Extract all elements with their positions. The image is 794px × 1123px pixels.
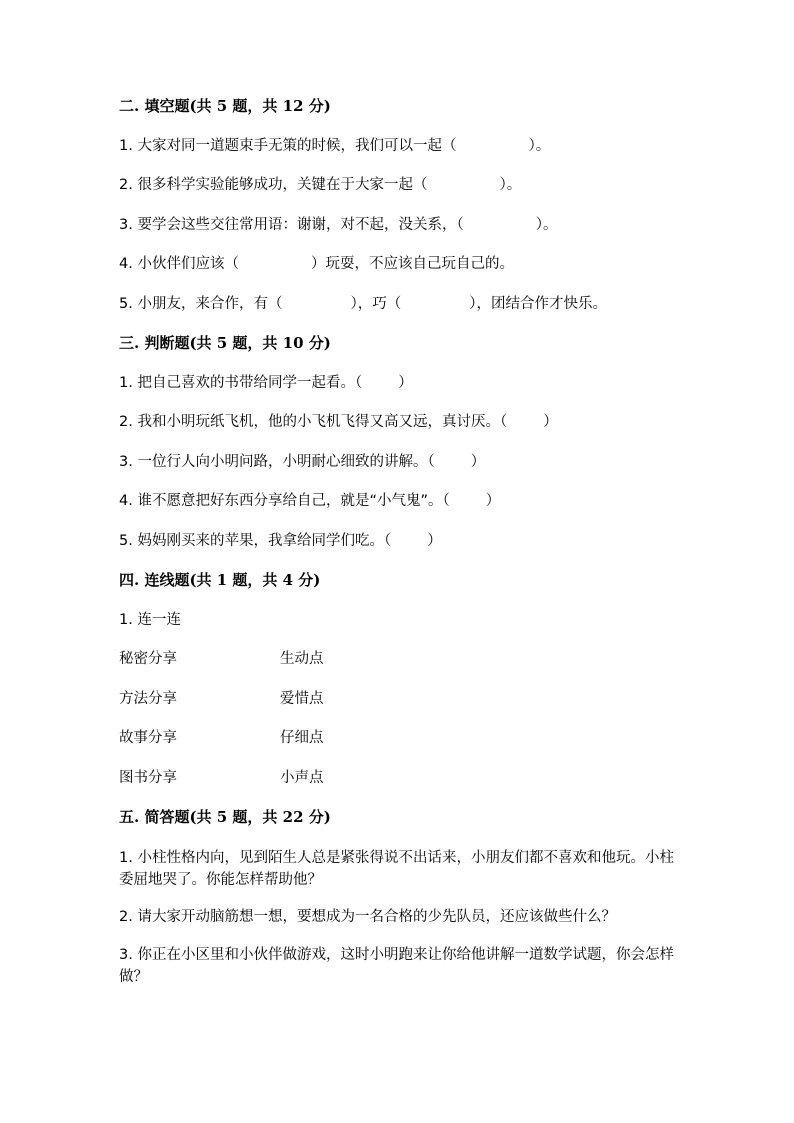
match-right-item[interactable]: 小声点 [280, 769, 324, 786]
match-left-item[interactable]: 故事分享 [119, 730, 177, 746]
match-prompt: 1. 连一连 [119, 611, 181, 628]
match-left-item[interactable]: 方法分享 [119, 690, 177, 707]
match-pair-row [119, 689, 679, 709]
fill-question-5: 5. 小朋友，来合作，有（ ），巧（ ），团结合作才快乐。 [119, 295, 607, 312]
match-pair-row [119, 768, 679, 788]
fill-section-heading: 二. 填空题(共 5 题，共 12 分) [119, 97, 331, 115]
match-section-heading: 四. 连线题(共 1 题，共 4 分) [119, 571, 321, 589]
short-answer-section-heading: 五. 简答题(共 5 题，共 22 分) [119, 808, 331, 826]
judge-question-5: 5. 妈妈刚买来的苹果，我拿给同学们吃。（ ） [119, 532, 442, 549]
fill-question-1: 1. 大家对同一道题束手无策的时候，我们可以一起（ ）。 [119, 137, 551, 154]
match-right-item[interactable]: 爱惜点 [280, 690, 324, 707]
judge-question-2: 2. 我和小明玩纸飞机，他的小飞机飞得又高又远，真讨厌。（ ） [119, 414, 558, 430]
match-pair-row [119, 728, 679, 748]
judge-question-3: 3. 一位行人向小明问路，小明耐心细致的讲解。（ ） [119, 453, 486, 470]
judge-question-1: 1. 把自己喜欢的书带给同学一起看。（ ） [119, 374, 413, 391]
fill-question-3: 3. 要学会这些交往常用语：谢谢，对不起，没关系，（ ）。 [119, 216, 558, 233]
match-right-item[interactable]: 仔细点 [280, 730, 324, 746]
match-left-item[interactable]: 图书分享 [119, 769, 177, 786]
worksheet-page [119, 96, 679, 1004]
short-answer-question-2: 2. 请大家开动脑筋想一想，要想成为一名合格的少先队员，还应该做些什么？ [119, 908, 616, 925]
match-left-item[interactable]: 秘密分享 [119, 651, 177, 667]
fill-question-4: 4. 小伙伴们应该（ ）玩耍，不应该自己玩自己的。 [119, 256, 514, 272]
match-pair-row [119, 649, 679, 669]
short-answer-question-3: 3. 你正在小区里和小伙伴做游戏，这时小明跑来让你给他讲解一道数学试题，你会怎样做？ [119, 946, 674, 985]
judge-question-4: 4. 谁不愿意把好东西分享给自己，就是“小气鬼”。（ ） [119, 493, 501, 509]
judge-section-heading: 三. 判断题(共 5 题，共 10 分) [119, 334, 331, 352]
match-right-item[interactable]: 生动点 [280, 651, 324, 667]
fill-question-2: 2. 很多科学实验能够成功，关键在于大家一起（ ）。 [119, 177, 522, 193]
short-answer-question-1: 1. 小柱性格内向，见到陌生人总是紧张得说不出话来，小朋友们都不喜欢和他玩。小柱委屈地哭了。你能怎样帮助他？ [119, 849, 674, 888]
